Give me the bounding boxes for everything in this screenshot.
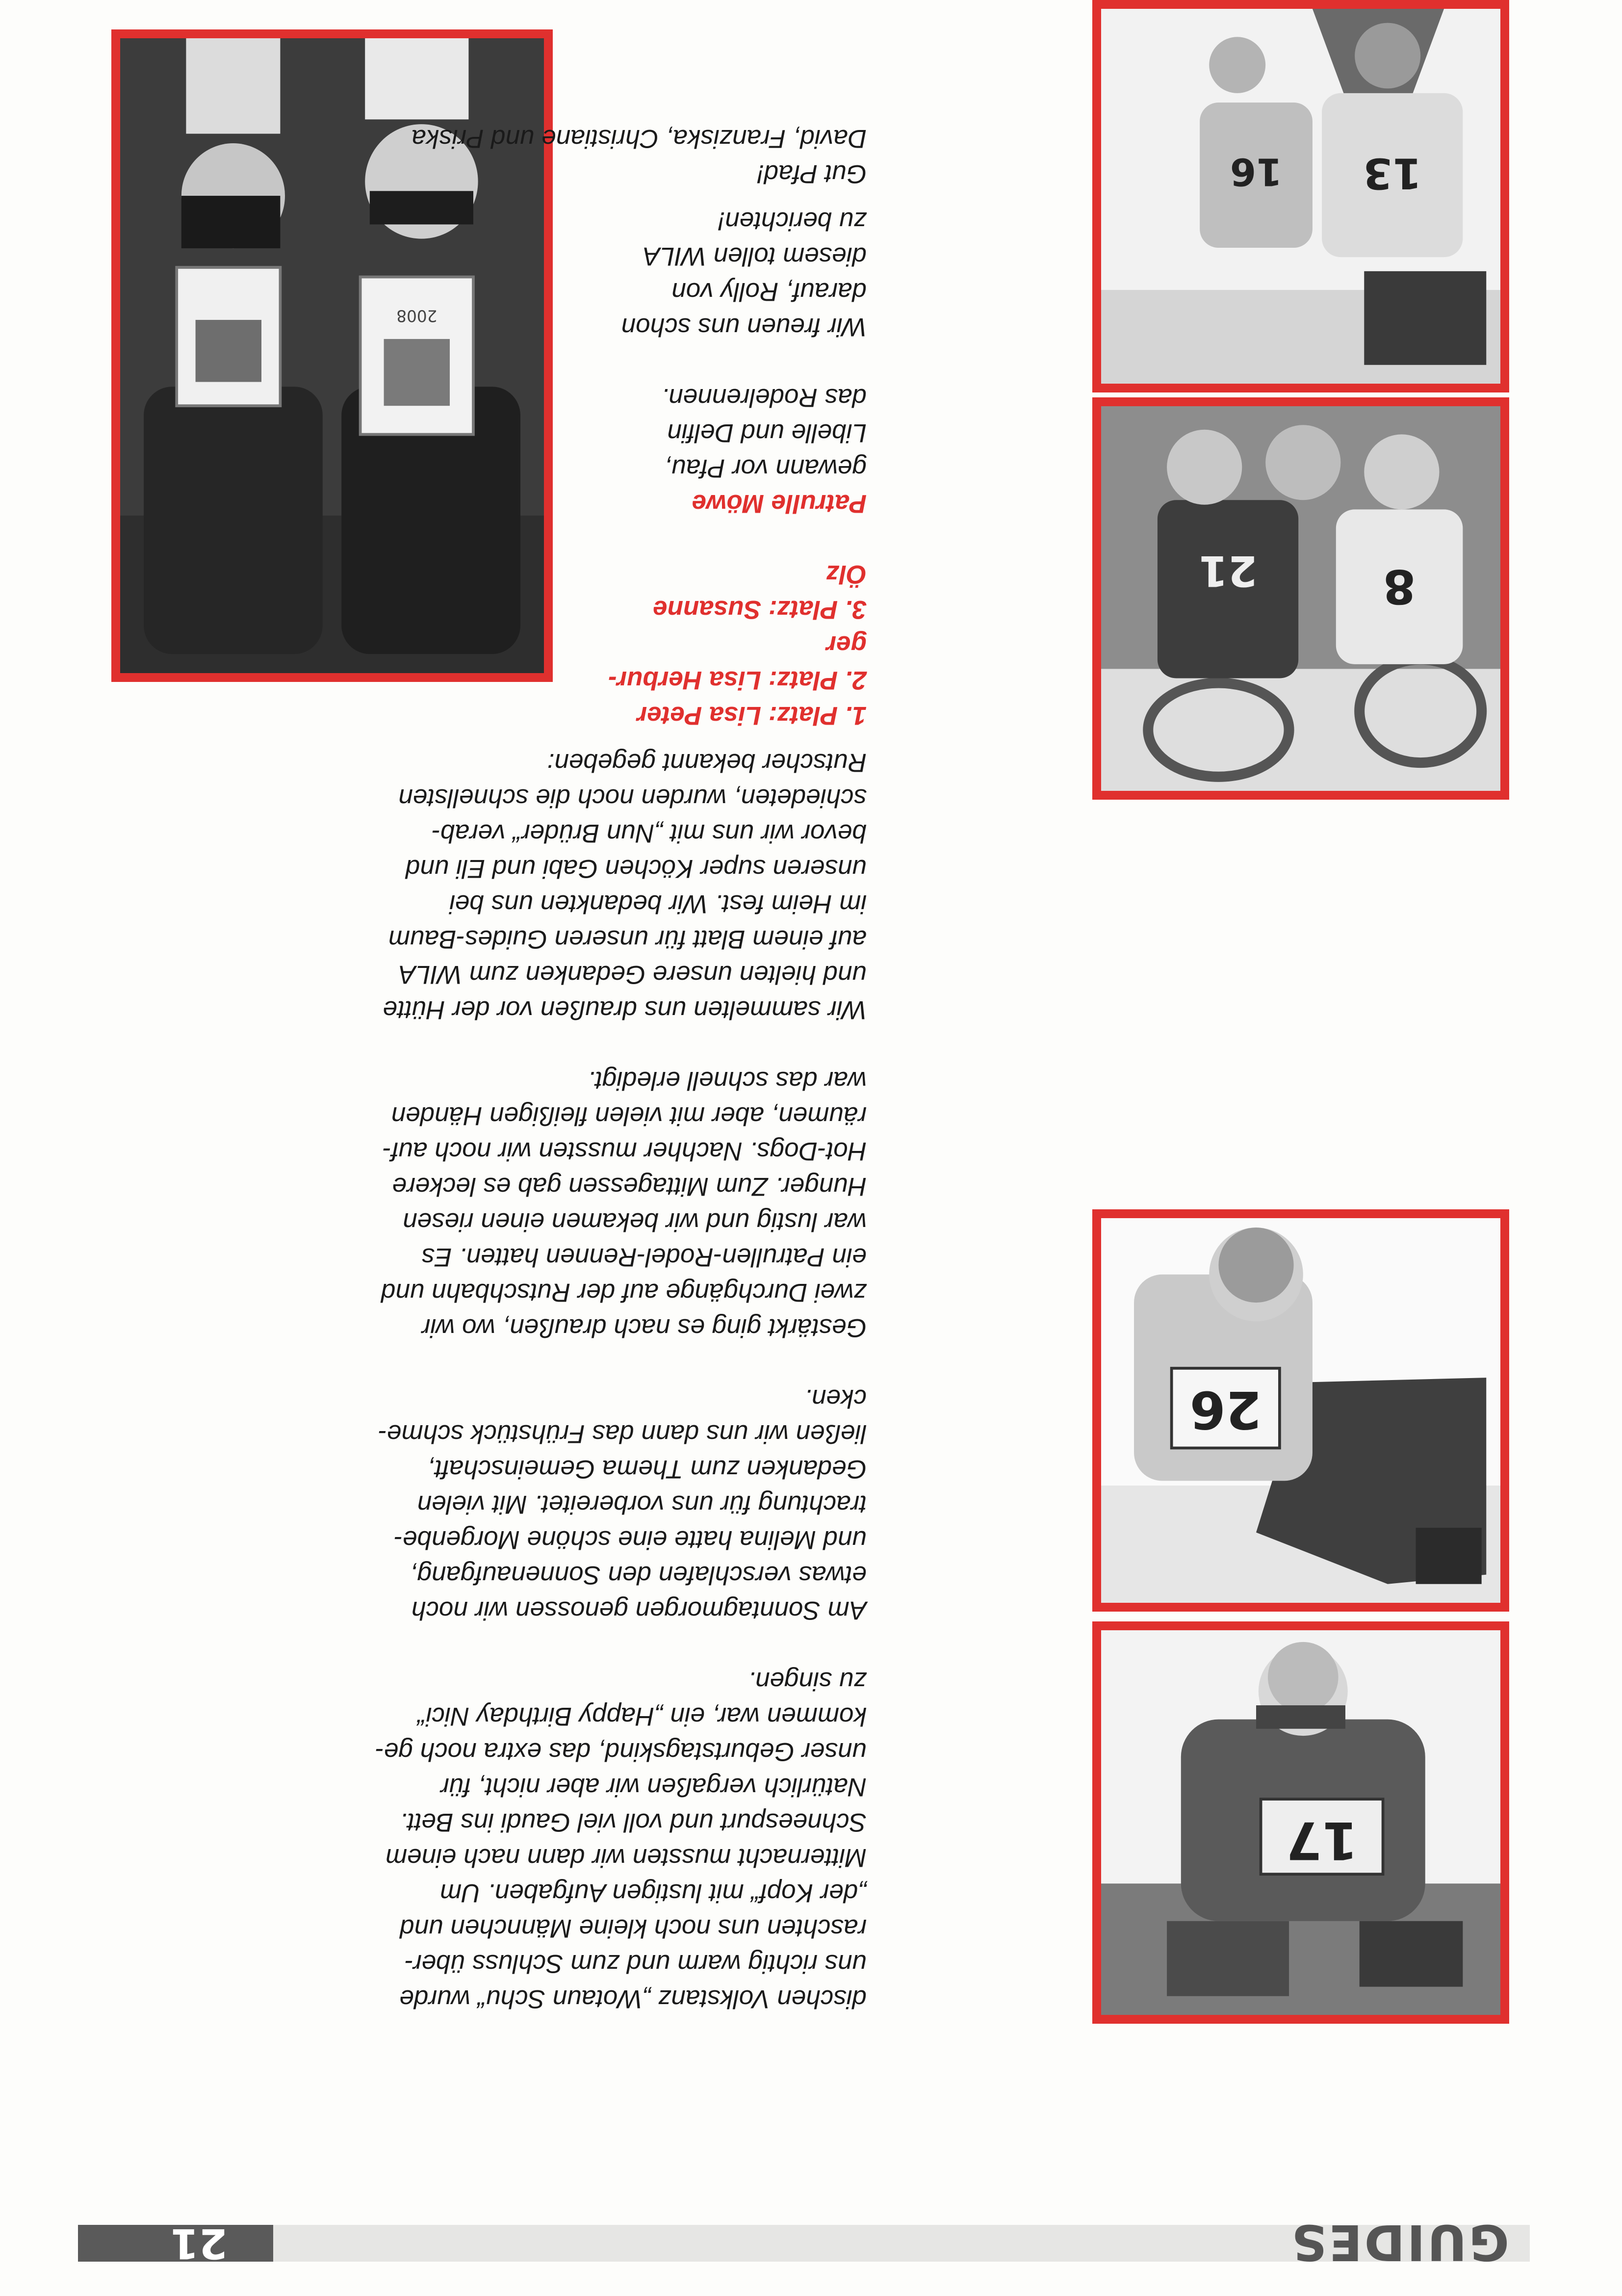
bib-number-26: 26 (1189, 1379, 1262, 1440)
bib-number-17: 17 (1286, 1810, 1358, 1871)
winner-2: 2. Platz: Lisa Herbur- ger (608, 630, 867, 695)
authors: David, Franziska, Christiane und Priska (412, 124, 867, 153)
bib-number-13: 13 (1363, 148, 1422, 198)
winners-list (553, 486, 867, 733)
section-title: GUIDES (1289, 2214, 1509, 2271)
winner-3: 3. Platz: Susanne Ölz (653, 560, 867, 624)
photo-group-sleds-image (1101, 406, 1500, 791)
signoff: Gut Pfad! (757, 159, 867, 188)
closing-text: Wir freuen uns schon darauf, Rolly von diesem tollen WILA zu berichten! (621, 207, 867, 341)
page-number: 21 (170, 2219, 228, 2268)
bib-number-16: 16 (1230, 149, 1283, 193)
photo-sledder-26 (1092, 1209, 1509, 1612)
paragraph-1: dischen Volkstanz „Wotaun Schu“ wurde uns richtig warm und zum Schluss über- raschten uns noch kleine Männchen und „der Kopf“ mit lustigen Aufgaben. Um Mitternacht mussten wir dann nach einem Schneespurt und voll viel Gaudi ins Bett. Natürlich vergaßen wir aber nicht, für unser Geburtstagskind, das extra noch ge- kommen war, ein „Happy Birthday Nici“ zu singen. (375, 1667, 867, 2013)
photo-sledders-13-16 (1092, 0, 1509, 392)
paragraph-2: Am Sonntagmorgen genossen wir noch etwas verschlafen den Sonnenaufgang, und Melina hatte eine schöne Morgenbe- trachtung für uns vorbereitet. Mit vielen Gedanken zum Thema Gemeinschaft, ließen wir uns dann das Frühstück schme- cken. (378, 1384, 867, 1625)
page-number-box (78, 2219, 273, 2268)
patrol-winner: Patrulle Möwe (692, 489, 867, 518)
patrol-text: gewann vor Pfau, Libelle und Delfin das Rodelrennen. (661, 383, 867, 483)
photo-group-sleds (1092, 397, 1509, 800)
closing-column (553, 156, 867, 486)
bib-number-8: 8 (1383, 559, 1416, 614)
bib-number-21: 21 (1198, 546, 1258, 595)
article-body (298, 121, 867, 2016)
winner-1: 1. Platz: Lisa Peter (637, 701, 867, 730)
photo-sledder-26-image (1101, 1218, 1500, 1603)
paragraph-4: Wir sammelten uns draußen vor der Hütte und hielten unsere Gedanken zum WILA auf einem Blatt für unseren Guides-Baum im Heim fest. Wir bedankten uns bei unseren super Köchen Gabi und Eli und bevor wir uns mit „Nun Brüder“ verab- schiedeten, wurden noch die schnellsten Rutscher bekannt gegeben: (383, 748, 867, 1024)
photo-sledder-17-image (1101, 1630, 1500, 2015)
photo-sledder-17 (1092, 1621, 1509, 2024)
photo-sledders-13-16-image (1101, 9, 1500, 384)
paragraph-3: Gestärkt ging es nach draußen, wo wir zwei Durchgänge auf der Rutschbahn und ein Patrullen-Rodel-Rennen hatten. Es war lustig und wir bekamen einen riesen Hunger. Zum Mittagessen gab es leckere Hot-Dogs. Nachher mussten wir noch auf- räumen, aber mit vielen fleißigen Händen war das schnell erledigt. (381, 1066, 867, 1342)
certificate-year: 2008 (396, 306, 438, 326)
